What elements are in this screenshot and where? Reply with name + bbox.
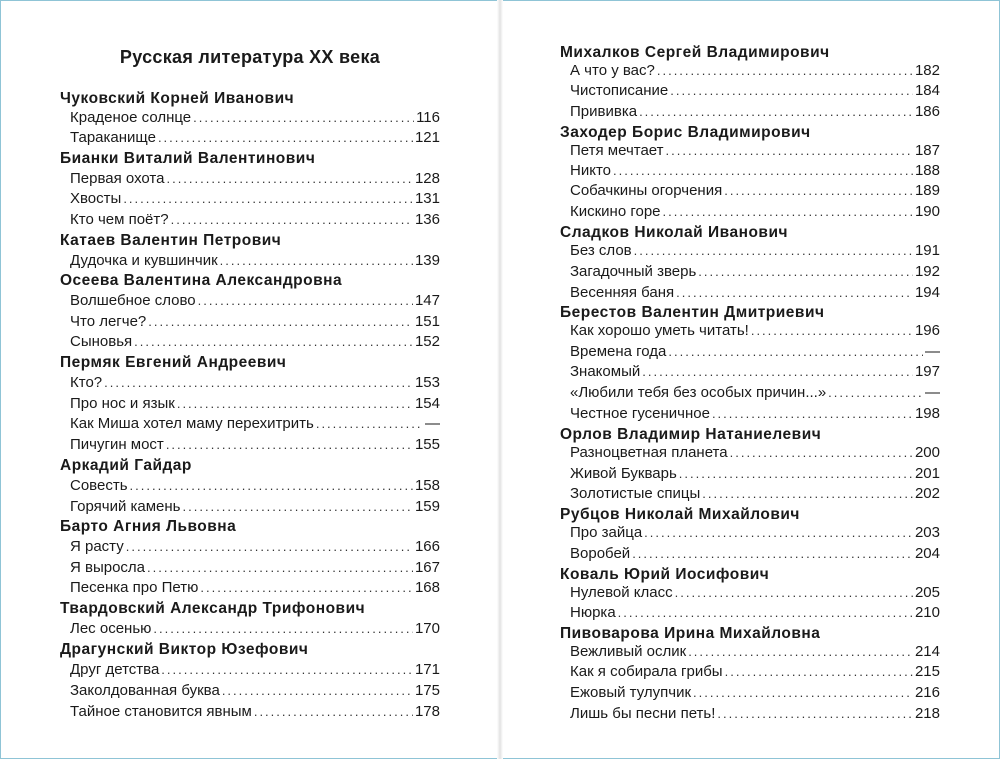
dot-leader [688,642,913,662]
section-title: Русская литература XX века [119,47,381,67]
dot-leader [693,683,913,703]
dot-leader [130,476,413,496]
toc-entry[interactable] [70,619,440,639]
entry-title: «Любили тебя без особых причин...» [570,384,827,401]
entry-page-number: 139 [414,252,440,269]
toc-entry[interactable] [70,681,440,701]
entry-title: Воробей [570,545,631,562]
entry-page-number: 168 [414,579,440,596]
dot-leader [200,578,413,598]
toc-entry[interactable] [570,161,940,181]
entry-page-number: 194 [914,284,940,301]
entry-page-number: 147 [414,292,440,309]
dot-leader [166,169,413,189]
dot-leader [316,414,423,434]
entry-title: Кискино горе [570,203,661,220]
entry-page-number: 198 [914,405,940,422]
entry-page-number: 159 [414,498,440,515]
entry-title: Нюрка [570,604,616,621]
entry-page-number: 186 [914,103,940,120]
dot-leader [676,283,913,303]
entry-title: Чистописание [570,82,669,99]
entry-title: Как хорошо уметь читать! [570,322,749,339]
entry-title: Честное гусеничное [570,405,710,422]
author-heading: Аркадий Гайдар [60,457,192,474]
author-heading: Твардовский Александр Трифонович [60,600,366,617]
dot-leader [642,362,913,382]
toc-entry[interactable] [570,662,940,682]
toc-entry[interactable] [570,141,940,161]
toc-entry[interactable] [570,704,940,724]
dot-leader [147,558,413,578]
dot-leader [828,383,923,403]
entry-title: Кто чем поёт? [70,211,169,228]
toc-entry[interactable] [570,241,940,261]
entry-title: Друг детства [70,661,160,678]
toc-entry[interactable] [70,435,440,455]
entry-page-number: 204 [914,545,940,562]
entry-title: Первая охота [70,170,165,187]
dot-leader [183,497,413,517]
entry-page-number: 203 [914,524,940,541]
toc-entry[interactable] [570,81,940,101]
toc-entry[interactable] [570,642,940,662]
dot-leader [198,291,413,311]
toc-entry[interactable] [570,583,940,603]
dot-leader [657,61,913,81]
dot-leader [730,443,913,463]
toc-entry[interactable] [70,373,440,393]
dot-leader [148,312,413,332]
entry-page-number: 158 [414,477,440,494]
dot-leader [751,321,913,341]
toc-entry[interactable] [70,394,440,414]
entry-page-number: 190 [914,203,940,220]
entry-page-number: 175 [414,682,440,699]
toc-entry[interactable] [70,312,440,332]
entry-page-number: 214 [914,643,940,660]
entry-page-number: — [925,343,940,360]
toc-entry[interactable] [570,683,940,703]
entry-page-number: — [925,384,940,401]
dot-leader [161,660,413,680]
toc-entry[interactable] [570,262,940,282]
entry-page-number: 155 [414,436,440,453]
entry-page-number: 131 [414,190,440,207]
entry-title: Что легче? [70,313,147,330]
toc-entry[interactable] [570,342,940,362]
dot-leader [220,251,413,271]
toc-entry[interactable] [570,404,940,424]
entry-page-number: 192 [914,263,940,280]
dot-leader [104,373,413,393]
entry-title: Никто [570,162,611,179]
entry-page-number: 188 [914,162,940,179]
toc-entry[interactable] [570,383,940,403]
dot-leader [712,404,913,424]
entry-title: Загадочный зверь [570,263,697,280]
entry-page-number: 202 [914,485,940,502]
toc-entry[interactable] [70,108,440,128]
toc-entry[interactable] [570,181,940,201]
entry-title: Без слов [570,242,632,259]
dot-leader [123,189,413,209]
entry-title: Собачкины огорчения [570,182,723,199]
author-heading: Орлов Владимир Натаниелевич [560,426,822,443]
entry-page-number: 215 [914,663,940,680]
toc-entry[interactable] [570,464,940,484]
entry-page-number: 170 [414,620,440,637]
entry-title: Краденое солнце [70,109,192,126]
dot-leader [679,464,913,484]
toc-entry[interactable] [570,443,940,463]
dot-leader [639,102,913,122]
entry-page-number: 201 [914,465,940,482]
entry-title: Совесть [70,477,128,494]
entry-title: Тараканище [70,129,156,146]
entry-title: Дудочка и кувшинчик [70,252,218,269]
toc-entry[interactable] [570,603,940,623]
toc-entry[interactable] [570,202,940,222]
entry-page-number: 151 [414,313,440,330]
entry-title: Разноцветная планета [570,444,728,461]
toc-entry[interactable] [70,291,440,311]
entry-page-number: 154 [414,395,440,412]
entry-page-number: 216 [914,684,940,701]
entry-title: Хвосты [70,190,122,207]
author-heading: Барто Агния Львовна [60,518,237,535]
dot-leader [193,108,414,128]
entry-page-number: 218 [914,705,940,722]
entry-page-number: 196 [914,322,940,339]
toc-entry[interactable] [570,484,940,504]
entry-title: Пичугин мост [70,436,164,453]
dot-leader [702,484,913,504]
entry-title: Тайное становится явным [70,703,252,720]
entry-title: Сыновья [70,333,133,350]
toc-entry[interactable] [70,702,440,722]
entry-title: Про нос и язык [70,395,175,412]
dot-leader [222,681,413,701]
author-heading: Катаев Валентин Петрович [60,232,282,249]
author-heading: Берестов Валентин Дмитриевич [560,304,825,321]
entry-page-number: 116 [416,109,440,126]
dot-leader [675,583,913,603]
entry-title: Волшебное слово [70,292,196,309]
dot-leader [254,702,413,722]
entry-title: Ежовый тулупчик [570,684,692,701]
dot-leader [632,544,913,564]
entry-page-number: — [425,415,440,432]
toc-entry[interactable] [70,497,440,517]
entry-title: Заколдованная буква [70,682,220,699]
toc-entry[interactable] [570,61,940,81]
dot-leader [725,662,913,682]
dot-leader [177,394,413,414]
entry-title: Я расту [70,538,124,555]
dot-leader [663,202,913,222]
author-heading: Бианки Виталий Валентинович [60,150,316,167]
entry-page-number: 152 [414,333,440,350]
author-heading: Сладков Николай Иванович [560,224,788,241]
toc-entry[interactable] [70,660,440,680]
entry-page-number: 128 [414,170,440,187]
author-heading: Драгунский Виктор Юзефович [60,641,309,658]
toc-entry[interactable] [570,523,940,543]
entry-title: Горячий камень [70,498,181,515]
dot-leader [668,342,923,362]
author-heading: Пивоварова Ирина Михайловна [560,625,821,642]
entry-title: Лес осенью [70,620,152,637]
entry-page-number: 171 [414,661,440,678]
toc-entry[interactable] [70,578,440,598]
entry-title: Петя мечтает [570,142,664,159]
entry-page-number: 136 [414,211,440,228]
author-heading: Пермяк Евгений Андреевич [60,354,287,371]
dot-leader [126,537,413,557]
entry-page-number: 191 [914,242,940,259]
entry-title: Нулевой класс [570,584,673,601]
entry-title: Прививка [570,103,638,120]
entry-title: Про зайца [570,524,643,541]
toc-entry[interactable] [70,414,440,434]
entry-title: Золотистые спицы [570,485,701,502]
toc-entry[interactable] [70,128,440,148]
dot-leader [171,210,413,230]
entry-title: Кто? [70,374,103,391]
entry-page-number: 166 [414,538,440,555]
toc-entry[interactable] [570,283,940,303]
entry-title: Лишь бы песни петь! [570,705,716,722]
dot-leader [618,603,913,623]
entry-title: Знакомый [570,363,641,380]
entry-title: Как Миша хотел маму перехитрить [70,415,314,432]
entry-title: Как я собирала грибы [570,663,723,680]
toc-entry[interactable] [70,189,440,209]
dot-leader [717,704,913,724]
author-heading: Чуковский Корней Иванович [60,90,295,107]
dot-leader [134,332,413,352]
dot-leader [634,241,913,261]
toc-entry[interactable] [570,544,940,564]
author-heading: Рубцов Николай Михайлович [560,506,800,523]
dot-leader [153,619,413,639]
book-gutter [497,0,503,759]
entry-page-number: 210 [914,604,940,621]
entry-page-number: 167 [414,559,440,576]
entry-page-number: 187 [914,142,940,159]
dot-leader [166,435,413,455]
entry-title: А что у вас? [570,62,655,79]
entry-page-number: 184 [914,82,940,99]
entry-page-number: 178 [414,703,440,720]
toc-entry[interactable] [570,362,940,382]
entry-page-number: 197 [914,363,940,380]
author-heading: Заходер Борис Владимирович [560,124,811,141]
toc-entry[interactable] [570,102,940,122]
entry-title: Времена года [570,343,667,360]
dot-leader [698,262,913,282]
toc-entry[interactable] [70,537,440,557]
toc-entry[interactable] [70,169,440,189]
author-heading: Михалков Сергей Владимирович [560,44,830,61]
toc-entry[interactable] [70,476,440,496]
entry-title: Весенняя баня [570,284,675,301]
author-heading: Осеева Валентина Александровна [60,272,343,289]
dot-leader [724,181,913,201]
toc-entry[interactable] [570,321,940,341]
dot-leader [613,161,913,181]
entry-title: Я выросла [70,559,146,576]
dot-leader [670,81,913,101]
author-heading: Коваль Юрий Иосифович [560,566,770,583]
toc-entry[interactable] [70,558,440,578]
entry-page-number: 121 [414,129,440,146]
entry-page-number: 189 [914,182,940,199]
dot-leader [158,128,413,148]
entry-page-number: 205 [914,584,940,601]
toc-entry[interactable] [70,251,440,271]
entry-page-number: 153 [414,374,440,391]
entry-title: Вежливый ослик [570,643,687,660]
entry-page-number: 200 [914,444,940,461]
dot-leader [644,523,913,543]
entry-page-number: 182 [914,62,940,79]
entry-title: Живой Букварь [570,465,677,482]
entry-title: Песенка про Петю [70,579,199,596]
dot-leader [666,141,913,161]
toc-entry[interactable] [70,332,440,352]
toc-entry[interactable] [70,210,440,230]
